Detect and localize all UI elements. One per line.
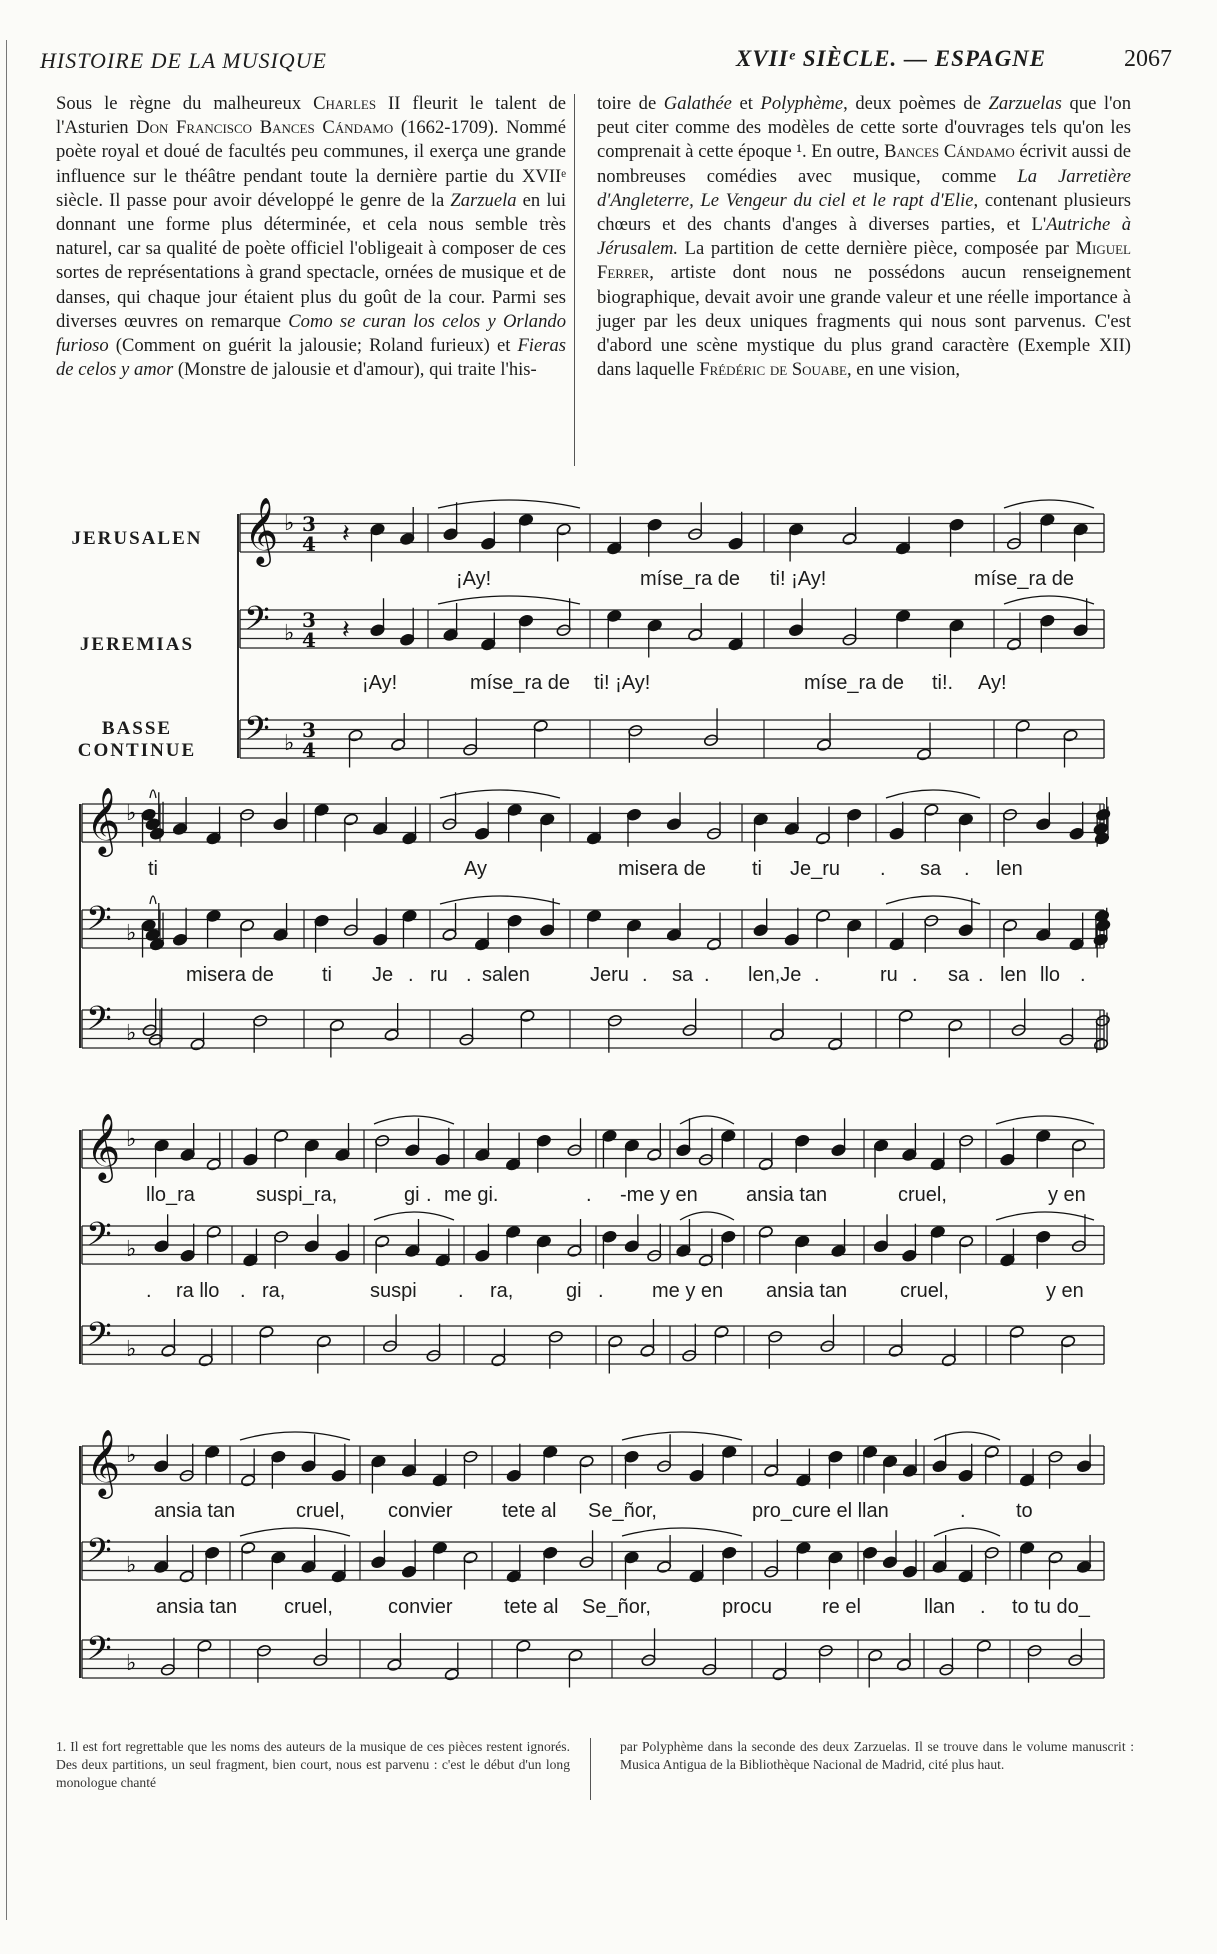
lyric-syllable: pro_cure el llan [752,1500,889,1522]
text-run: que l'on peut citer comme des modèles de cette sorte d'ouvrages tels qu'on les comprenait à cette époque ¹. En outre, [597,93,1132,163]
lyric-syllable: míse_ra de [640,568,741,590]
slur [934,1432,1000,1440]
lyric-syllable: ti [752,858,762,880]
lyric-syllable: . [426,1184,432,1206]
treble-clef: 𝄞 [86,1112,121,1180]
bass-clef: 𝄢 [86,1316,112,1362]
text-run: (Monstre de jalousie et d'amour), qui traite l'his- [173,359,537,381]
lyric-syllable: Jeru [590,964,629,986]
lyric-syllable: ra llo [176,1280,220,1302]
lyric-syllable: salen [482,964,530,986]
footnote-divider [590,1738,591,1800]
lyric-syllable: . [912,964,918,986]
text-run: , en une vision, [846,359,961,381]
slur [886,896,980,904]
lyric-syllable: procu [722,1596,773,1618]
lyric-syllable: . [240,1280,246,1302]
lyric-syllable: -me y en [620,1184,698,1206]
lyric-syllable: to [1016,1500,1033,1522]
text-run: écrivit aussi de nombreuses comédies avec musique, comme [597,141,1131,187]
lyric-syllable: len,Je [748,964,802,986]
text-run: fleurit le talent de l'Asturien [56,93,567,139]
time-signature-upper: 3 [302,608,316,632]
key-signature-flat: ♭ [284,621,295,646]
person-name: Bances Cándamo [884,141,1015,163]
lyric-syllable: me gi. [444,1184,499,1206]
text-run: Sous le règne du malheureux [56,93,314,114]
slur [622,1528,742,1536]
key-signature-flat: ♭ [126,1651,137,1676]
treble-clef: 𝄞 [86,786,121,854]
lyric-syllable: . [408,964,414,986]
footnote-right: par Polyphème dans la seconde des deux Zarzuelas. Il se trouve dans le volume manuscrit : Musica Antigua de la Bibliothèque Nacional de Madrid, cité plus haut. [620,1739,1134,1772]
lyric-syllable: suspi_ra, [256,1184,338,1206]
key-signature-flat: ♭ [126,1553,137,1578]
time-signature-lower: 4 [302,532,316,556]
lyric-syllable: . [598,1280,604,1302]
bass-clef: 𝄢 [86,1630,112,1676]
lyric-syllable: len [1000,964,1027,986]
lyric-syllable: to tu do_ [1012,1596,1090,1618]
text-run: (1662-1709). Nommé poète royal et doué de facultés peu communes, il exerça une grande influence sur le théâtre pendant toute la dernière partie du XVIIᵉ siècle. Il passe pour avoir développé le genre de la [56,117,566,211]
text-run: La partition de cette dernière pièce, composée par [678,238,1076,260]
text-run: , contenant plusieurs chœurs et des chants d'anges à diverses parties, et L' [597,189,1131,236]
lyric-syllable: sa [672,964,694,986]
lyric-syllable: ru [430,964,448,986]
key-signature-flat: ♭ [126,1127,137,1152]
lyric-syllable: ¡Ay! [456,568,492,590]
lyric-syllable: ru [880,964,898,986]
work-title: La Jarretière d'Angleterre, Le Vengeur du ciel et le rapt d'Elie [597,165,1131,211]
slur [934,1528,1000,1536]
lyric-syllable: . [146,1280,152,1302]
key-signature-flat: ♭ [126,1237,137,1262]
quarter-rest: 𝄽 [341,615,350,645]
treble-clef: 𝄞 [86,1428,121,1496]
lyric-syllable: convier [388,1596,453,1618]
lyric-syllable: . [466,964,472,986]
voice-label-continue: CONTINUE [77,740,197,761]
lyric-syllable: ra, [262,1280,286,1302]
lyric-syllable: llo [1040,964,1061,986]
slur [374,1116,454,1124]
bass-clef: 𝄢 [86,1216,112,1262]
bass-clef: 𝄢 [244,600,270,646]
lyric-syllable: . [980,1596,986,1618]
key-signature-flat: ♭ [284,731,295,756]
work-title: Fieras de celos y amor [56,335,566,381]
lyric-syllable: Je_ru [790,858,841,880]
bass-clef: 𝄢 [86,1000,112,1046]
voice-label-jeremias: JEREMIAS [79,634,195,655]
treble-clef: 𝄞 [244,496,279,564]
lyric-syllable: len [996,858,1023,880]
text-run: et [731,93,761,114]
work-title: Zarzuelas [988,93,1062,114]
lyric-syllable: . [586,1184,592,1206]
work-title: Como se curan los celos y Orlando furioso [56,310,566,357]
work-title: Autriche à Jérusalem. [597,214,1131,260]
text-run: (Comment on guérit la jalousie; Roland furieux) et [108,335,518,357]
person-name: Charles II [313,93,401,114]
lyric-syllable: tete al [504,1596,559,1618]
lyric-syllable: míse_ra de [804,672,905,694]
person-name: Frédéric de Souabe [699,359,847,381]
person-name: Miguel Ferrer [597,238,1131,284]
lyric-syllable: Ay! [978,672,1007,694]
lyric-syllable: ansia tan [766,1280,848,1302]
footnote-left: 1. Il est fort regrettable que les noms des auteurs de la musique de ces pièces restent ignorés. Des deux partitions, un seul fragment, bien court, nous est parvenu : c'est le début d'un long monologue chanté [56,1739,570,1790]
key-signature-flat: ♭ [126,801,137,826]
quarter-rest: 𝄽 [341,519,350,549]
time-signature-lower: 4 [302,738,316,762]
lyric-syllable: Se_ñor, [588,1500,657,1522]
slur [886,790,980,798]
lyric-syllable: suspi [370,1280,417,1302]
bass-clef: 𝄢 [86,1532,112,1578]
page-number: 2067 [1124,46,1172,72]
person-name: Don Francisco Bances Cándamo [136,117,394,139]
lyric-syllable: ansia tan [746,1184,828,1206]
slur [150,790,156,798]
slur [622,1432,742,1440]
lyric-syllable: . [814,964,820,986]
lyric-syllable: sa [948,964,970,986]
lyric-syllable: llan [924,1596,956,1618]
lyric-syllable: cruel, [296,1500,345,1522]
lyric-syllable: ti! ¡Ay! [770,568,827,590]
lyric-syllable: . [642,964,648,986]
lyric-syllable: . [960,1500,966,1522]
slur [996,1212,1094,1220]
slur [680,1116,734,1124]
lyric-syllable: misera de [618,858,706,880]
lyric-syllable: ra, [490,1280,514,1302]
lyric-syllable: . [458,1280,464,1302]
lyric-syllable: ti [148,858,158,880]
lyric-syllable: . [964,858,970,880]
slur [240,1528,350,1536]
time-signature-upper: 3 [302,718,316,742]
lyric-syllable: convier [388,1500,453,1522]
work-title: Polyphème [760,93,844,114]
key-signature-flat: ♭ [126,1021,137,1046]
bass-clef: 𝄢 [86,900,112,946]
lyric-syllable: míse_ra de [470,672,571,694]
lyric-syllable: ansia tan [154,1500,236,1522]
lyric-syllable: Je [372,964,394,986]
lyric-syllable: cruel, [284,1596,333,1618]
slur [680,1212,734,1220]
lyric-syllable: . [1080,964,1086,986]
lyric-syllable: re el [822,1596,861,1618]
key-signature-flat: ♭ [284,511,295,536]
key-signature-flat: ♭ [126,921,137,946]
lyric-syllable: me y en [652,1280,724,1302]
lyric-syllable: . [880,858,886,880]
header-book-title: HISTOIRE DE LA MUSIQUE [40,48,327,73]
lyric-syllable: sa [920,858,942,880]
key-signature-flat: ♭ [126,1337,137,1362]
lyric-syllable: tete al [502,1500,557,1522]
text-run: , deux poèmes de [843,93,989,114]
lyric-syllable: gi [566,1280,582,1302]
lyric-syllable: ¡Ay! [362,672,398,694]
lyric-syllable: y en [1048,1184,1086,1206]
lyric-syllable: ti [322,964,332,986]
voice-label-basse: BASSE [101,718,173,739]
text-run: en lui donnant une forme plus déterminée, et cela nous semble très naturel, car sa qualité de poète officiel l'obligeait à composer de ces sortes de représentations à grand spectacle, ornées de musique et de danses, qui chaque jour étaient plus du goût de la cour. Parmi ses diverses œuvres on remarque [56,189,566,332]
slur [374,1212,454,1220]
slur [1004,500,1094,508]
slur [996,1116,1094,1124]
text-run: toire de [597,93,664,114]
lyric-syllable: cruel, [898,1184,947,1206]
slur [438,596,580,604]
lyric-syllable: gi [404,1184,420,1206]
slur [438,500,580,508]
work-title: Zarzuela [450,189,517,211]
lyric-syllable: cruel, [900,1280,949,1302]
lyric-syllable: ti! ¡Ay! [594,672,651,694]
lyric-syllable: . [704,964,710,986]
lyric-syllable: y en [1046,1280,1084,1302]
lyric-syllable: míse_ra de [974,568,1075,590]
slur [440,790,560,798]
text-run: , artiste dont nous ne possédons aucun renseignement biographique, devait avoir une grande valeur et une réelle importance à juger par les deux uniques fragments qui nous sont parvenus. C'est d'abord une scène mystique du plus grand caractère (Exemple XII) dans laquelle [597,262,1131,381]
slur [150,896,156,904]
lyric-syllable: ansia tan [156,1596,238,1618]
key-signature-flat: ♭ [126,1443,137,1468]
lyric-syllable: ti!. [932,672,954,694]
bass-clef: 𝄢 [244,710,270,756]
slur [1004,596,1094,604]
time-signature-lower: 4 [302,628,316,652]
lyric-syllable: misera de [186,964,274,986]
lyric-syllable: llo_ra [146,1184,195,1206]
slur [440,896,560,904]
slur [240,1432,350,1440]
lyric-syllable: Ay [464,858,487,880]
header-section-title: XVIIᵉ SIÈCLE. — ESPAGNE [736,46,1047,71]
work-title: Galathée [663,93,732,114]
voice-label-jerusalen: JERUSALEN [71,528,203,549]
time-signature-upper: 3 [302,512,316,536]
lyric-syllable: Se_ñor, [582,1596,651,1618]
lyric-syllable: . [978,964,984,986]
